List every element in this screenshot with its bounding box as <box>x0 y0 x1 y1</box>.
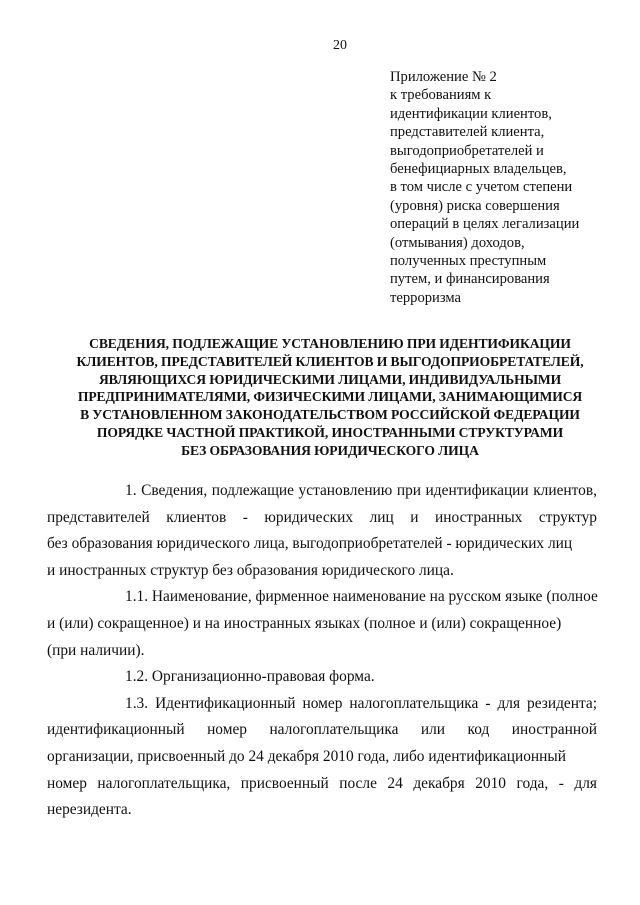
appendix-line: Приложение № 2 <box>390 69 497 85</box>
paragraph-1-2 <box>87 664 597 691</box>
paragraph-1-1 <box>47 584 598 664</box>
paragraph-line: и (или) сокращенное) и на иностранных языках (полное и (или) сокращенное) <box>47 614 562 632</box>
heading-line: ПРЕДПРИНИМАТЕЛЯМИ, ФИЗИЧЕСКИМИ ЛИЦАМИ, ЗАНИМАЮЩИМИСЯ <box>77 389 583 405</box>
appendix-line: идентификации клиентов, <box>390 105 552 122</box>
appendix-note <box>390 68 620 307</box>
paragraph-line: 1.2. Организационно-правовая форма. <box>125 668 375 686</box>
page-number: 20 <box>333 38 347 53</box>
paragraph-line: номер налогоплательщика, присвоенный после 24 декабря 2010 года, - для <box>47 774 597 792</box>
heading-line: ПОРЯДКЕ ЧАСТНОЙ ПРАКТИКОЙ, ИНОСТРАННЫМИ СТРУКТУРАМИ <box>96 424 564 440</box>
paragraph-line: без образования юридического лица, выгодоприобретателей - юридических лиц <box>47 535 573 553</box>
document-heading <box>60 335 600 460</box>
paragraph-1-3 <box>47 691 597 824</box>
paragraph-line: 1. Сведения, подлежащие установлению при идентификации клиентов, <box>125 482 597 499</box>
heading-line: В УСТАНОВЛЕННОМ ЗАКОНОДАТЕЛЬСТВОМ РОССИЙСКОЙ ФЕДЕРАЦИИ <box>80 407 580 423</box>
appendix-line: полученных преступным <box>390 253 547 270</box>
appendix-line: (отмывания) доходов, <box>390 234 525 251</box>
appendix-line: в том числе с учетом степени <box>390 179 573 196</box>
paragraph-line: 1.3. Идентификационный номер налогоплательщика - для резидента; <box>125 694 597 712</box>
paragraph-line: (при наличии). <box>47 641 145 659</box>
paragraph-line: представителей клиентов - юридических лиц и иностранных структур <box>47 508 597 526</box>
appendix-line: путем, и финансирования <box>390 271 550 288</box>
paragraph-line: нерезидента. <box>47 801 132 819</box>
heading-line: БЕЗ ОБРАЗОВАНИЯ ЮРИДИЧЕСКОГО ЛИЦА <box>181 442 479 458</box>
appendix-line: терроризма <box>390 289 462 306</box>
appendix-line: операций в целях легализации <box>390 216 580 233</box>
appendix-line: представителей клиента, <box>390 124 545 141</box>
document-body <box>47 478 598 824</box>
heading-line: КЛИЕНТОВ, ПРЕДСТАВИТЕЛЕЙ КЛИЕНТОВ И ВЫГОДОПРИОБРЕТАТЕЛЕЙ, <box>76 353 584 369</box>
heading-line: ЯВЛЯЮЩИХСЯ ЮРИДИЧЕСКИМИ ЛИЦАМИ, ИНДИВИДУАЛЬНЫМИ <box>98 371 562 387</box>
appendix-line: выгодоприобретателей и <box>390 142 544 159</box>
paragraph-line: 1.1. Наименование, фирменное наименование на русском языке (полное <box>125 588 598 606</box>
paragraph-1 <box>47 478 597 584</box>
appendix-line: бенефициарных владельцев, <box>390 161 567 178</box>
paragraph-line: и иностранных структур без образования юридического лица. <box>47 561 454 579</box>
heading-line: СВЕДЕНИЯ, ПОДЛЕЖАЩИЕ УСТАНОВЛЕНИЮ ПРИ ИДЕНТИФИКАЦИИ <box>89 336 571 351</box>
appendix-line: (уровня) риска совершения <box>390 197 560 214</box>
appendix-line: к требованиям к <box>390 87 492 104</box>
paragraph-line: идентификационный номер налогоплательщика или код иностранной <box>47 721 597 739</box>
paragraph-line: организации, присвоенный до 24 декабря 2010 года, либо идентификационный <box>47 747 566 765</box>
